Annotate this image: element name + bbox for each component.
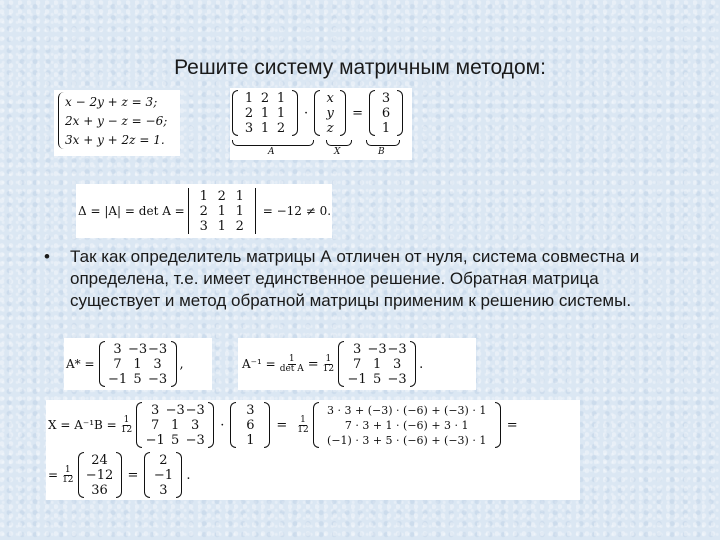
matrix-cell: 2	[244, 105, 254, 121]
matrix-cell: 1	[372, 356, 382, 372]
matrix-cell: 1	[133, 356, 142, 372]
adjugate-matrix	[99, 341, 177, 387]
result-cell: −1	[153, 467, 173, 483]
fraction-denominator: 12	[322, 363, 335, 374]
equation-2: 2x + y − z = −6;	[65, 113, 168, 128]
fraction-numerator: 1	[123, 414, 130, 425]
det-cell: 1	[199, 188, 208, 204]
matrix-cell: 3	[244, 120, 254, 136]
solution-vector-B	[230, 402, 270, 448]
underbrace-X	[326, 140, 352, 146]
matrix-cell: −3	[185, 432, 205, 448]
det-cell: 1	[217, 218, 226, 234]
matrix-cell: 3	[153, 356, 162, 372]
matrix-cell: 1	[260, 120, 270, 136]
inverse-matrix	[338, 341, 416, 387]
vector-intermediate	[78, 452, 122, 498]
matrix-cell: 5	[133, 371, 142, 387]
label-B: B	[378, 147, 385, 157]
solution-label: X = A⁻¹B =	[48, 418, 117, 432]
matrix-A	[232, 90, 298, 136]
inverse-card: A⁻¹ = $\frac{1}{\text{det A}}$ = $\frac{1}{12}$ 3 −3 −3 7 1 3 −1 5 −3 .	[238, 338, 476, 390]
matrix-cell: −3	[185, 402, 205, 418]
fraction-one-over-twelve	[323, 355, 334, 374]
vector-cell: 6	[246, 417, 255, 433]
matrix-cell: −3	[387, 371, 407, 387]
matrix-cell: 3	[191, 417, 200, 433]
matrix-cell: −3	[127, 341, 148, 357]
det-cell: 2	[235, 218, 244, 234]
matrix-cell: 1	[276, 90, 286, 106]
vector-B	[369, 90, 403, 136]
bracket-right	[208, 402, 214, 448]
explanation-paragraph	[44, 246, 684, 312]
fraction-numerator: 1	[288, 353, 295, 364]
bullet-point: •	[44, 247, 50, 266]
vector-cell: 3	[246, 402, 255, 418]
underbrace-B	[366, 140, 400, 146]
determinant-result: = −12 ≠ 0.	[262, 204, 332, 218]
bracket-right	[264, 402, 270, 448]
fraction-numerator: 1	[300, 414, 306, 425]
label-A: A	[268, 147, 275, 157]
det-cell: 3	[199, 218, 208, 234]
vector-X	[314, 90, 346, 136]
vector-cell: 1	[246, 432, 255, 448]
solution-card: X = A⁻¹B = $\frac{1}{12}$ 3 −3 −3 7 1 3 −1 5 −3 · 3 6 1 = $\frac{1}{12}$ 3 · 3 + (−3) · (−6) + (−3) · 1 7 · 3 + 1 · (−6) + 3 · 1 (−1) · 3 + 5 · (−6) + (−3) · 1 = = $\frac{1}{12}$ 24 −12 36 = 2 −1 3 .	[46, 400, 580, 500]
bracket-right	[410, 341, 416, 387]
vector-cell: 1	[381, 120, 391, 136]
period: .	[186, 467, 191, 483]
bracket-right	[171, 341, 177, 387]
fraction-one-over-det	[280, 355, 304, 374]
matrix-cell: 5	[171, 432, 180, 448]
result-cell: 3	[159, 482, 168, 498]
matrix-cell: 1	[171, 417, 180, 433]
matrix-equation-card: 1 2 1 2 1 1 3 1 2 · x y z = 3 6 1 A X B	[230, 88, 412, 160]
vector-cell: 6	[381, 105, 391, 121]
matrix-cell: 2	[276, 120, 286, 136]
det-cell: 1	[235, 188, 244, 204]
vector-cell: x	[326, 90, 334, 106]
matrix-cell: −1	[347, 371, 367, 387]
fraction-denominator: 12	[120, 424, 133, 435]
det-cell: 2	[199, 203, 208, 219]
fraction-denominator: 12	[297, 424, 309, 435]
matrix-cell: −3	[367, 341, 387, 357]
inverse-label: A⁻¹ =	[242, 357, 276, 371]
matrix-cell: 1	[260, 105, 270, 121]
vector-cell: 3	[381, 90, 391, 106]
expanded-products	[313, 402, 501, 448]
underbrace-A	[232, 140, 314, 146]
matrix-cell: −1	[145, 432, 165, 448]
matrix-cell: 1	[276, 105, 286, 121]
expanded-row: 7 · 3 + 1 · (−6) + 3 · 1	[344, 418, 469, 432]
explanation-text: Так как определитель матрицы А отличен от нуля, система совместна и определена, т.е. имеет единственное решение. Обратная матрица существует и метод обратной матрицы применим к решению системы.	[70, 247, 640, 310]
matrix-cell: −1	[107, 371, 128, 387]
vector-cell: z	[326, 120, 334, 136]
bracket-right	[340, 90, 346, 136]
bracket-right	[397, 90, 403, 136]
result-cell: 2	[159, 452, 168, 468]
slide-title: Решите систему матричным методом:	[174, 56, 546, 79]
equation-1: x − 2y + z = 3;	[65, 94, 158, 109]
vector-cell: 36	[91, 482, 108, 498]
matrix-cell: 7	[113, 356, 122, 372]
matrix-cell: −3	[165, 402, 185, 418]
det-bar-right	[255, 188, 256, 234]
comma: ,	[179, 356, 184, 372]
adjugate-card	[64, 338, 212, 390]
vector-cell: 24	[91, 452, 108, 468]
solution-matrix	[136, 402, 214, 448]
matrix-cell: 3	[352, 341, 362, 357]
matrix-cell: 7	[352, 356, 362, 372]
det-cell: 1	[235, 203, 244, 219]
equation-system	[58, 92, 176, 149]
vector-result	[144, 452, 182, 498]
bracket-right	[495, 402, 501, 448]
matrix-cell: −3	[387, 341, 407, 357]
bracket-right	[176, 452, 182, 498]
fraction-a	[121, 416, 132, 435]
equation-3: 3x + y + 2z = 1.	[65, 132, 165, 147]
matrix-cell: 3	[392, 356, 402, 372]
fraction-c	[62, 466, 73, 485]
bracket-right	[292, 90, 298, 136]
fraction-denominator: det A	[279, 363, 304, 374]
matrix-cell: −3	[147, 371, 168, 387]
determinant-card	[76, 184, 332, 238]
expanded-row: (−1) · 3 + 5 · (−6) + (−3) · 1	[327, 433, 487, 447]
fraction-numerator: 1	[325, 353, 332, 364]
det-cell: 1	[217, 203, 226, 219]
vector-cell: y	[326, 105, 334, 121]
matrix-cell: 1	[244, 90, 254, 106]
matrix-cell: 7	[151, 417, 160, 433]
adjugate-label: A* =	[66, 357, 95, 371]
matrix-cell: 2	[260, 90, 270, 106]
matrix-cell: −3	[147, 341, 168, 357]
vector-cell: −12	[85, 467, 114, 483]
fraction-b	[297, 416, 308, 435]
fraction-numerator: 1	[64, 464, 71, 475]
matrix-cell: 3	[151, 402, 160, 418]
matrix-cell: 5	[372, 371, 382, 387]
matrix-cell: 3	[113, 341, 122, 357]
determinant-prefix: Δ = |A| = det A =	[78, 204, 185, 218]
det-bar-left	[188, 188, 189, 234]
period: .	[419, 356, 424, 372]
equation-system-card	[54, 90, 180, 156]
bracket-right	[116, 452, 122, 498]
label-X: X	[334, 147, 341, 157]
det-cell: 2	[217, 188, 226, 204]
fraction-denominator: 12	[62, 474, 74, 485]
expanded-row: 3 · 3 + (−3) · (−6) + (−3) · 1	[327, 403, 487, 417]
